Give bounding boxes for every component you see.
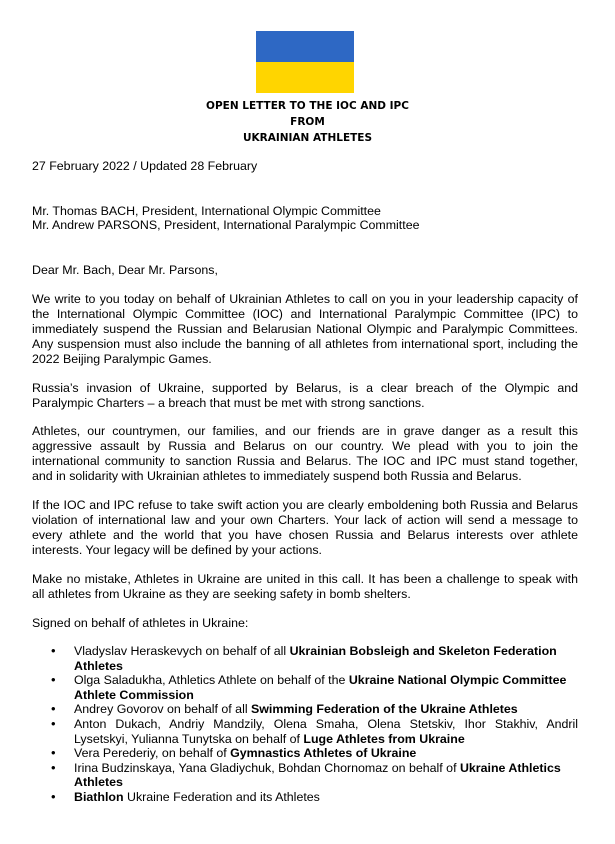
list-item: • Irina Budzinskaya, Yana Gladiychuk, Bohdan Chornomaz on behalf of Ukraine Athletics Athletes: [32, 761, 578, 790]
list-item: • Olga Saladukha, Athletics Athlete on behalf of the Ukraine National Olympic Committee Athlete Commission: [32, 673, 578, 702]
signed-intro: Signed on behalf of athletes in Ukraine:: [32, 616, 249, 630]
paragraph-5: Make no mistake, Athletes in Ukraine are united in this call. It has been a challenge to speak with all athletes from Ukraine as they are seeking safety in bomb shelters.: [32, 572, 578, 601]
paragraph-3: Athletes, our countrymen, our families, and our friends are in grave danger as a result this aggressive assault by Russia and Belarus on our country. We plead with you to join the international community to sanction Russia and Belarus. The IOC and IPC must stand together, and in solidarity with Ukrainian athletes to immediately suspend both Russia and Belarus.: [32, 424, 578, 483]
flag-yellow-stripe: [256, 62, 354, 93]
paragraph-4: If the IOC and IPC refuse to take swift action you are clearly emboldening both Russia and Belarus violation of international law and your own Charters. Your lack of action will send a message to every athlete and the world that you have chosen Russia and Belarus interests over athlete interests. Your legacy will be defined by your actions.: [32, 498, 578, 557]
list-item: • Anton Dukach, Andriy Mandzily, Olena Smaha, Olena Stetskiv, Ihor Stakhiv, Andril Lysetskyi, Yulianna Tunytska on behalf of Luge Athletes from Ukraine: [32, 717, 578, 746]
ukraine-flag: [256, 31, 354, 93]
list-item: • Vladyslav Heraskevych on behalf of all Ukrainian Bobsleigh and Skeleton Federation Athletes: [32, 644, 578, 673]
list-item: • Vera Perederiy, on behalf of Gymnastics Athletes of Ukraine: [32, 746, 578, 761]
list-item: • Andrey Govorov on behalf of all Swimming Federation of the Ukraine Athletes: [32, 702, 578, 717]
flag-blue-stripe: [256, 31, 354, 62]
letter-title-line-1: OPEN LETTER TO THE IOC AND IPC: [206, 100, 409, 112]
signers-list: [32, 644, 578, 805]
salutation: Dear Mr. Bach, Dear Mr. Parsons,: [32, 263, 218, 277]
list-item: • Biathlon Ukraine Federation and its Athletes: [32, 790, 578, 805]
paragraph-1: We write to you today on behalf of Ukrainian Athletes to call on you in your leadership capacity of the International Olympic Committee (IOC) and International Paralympic Committee (IPC) to immediately suspend the Russian and Belarusian National Olympic and Paralympic Committees. Any suspension must also include the banning of all athletes from international sport, including the 2022 Beijing Paralympic Games.: [32, 292, 578, 366]
letter-title-line-2: FROM: [290, 116, 325, 128]
letter-title-line-3: UKRAINIAN ATHLETES: [242, 132, 373, 144]
paragraph-2: Russia’s invasion of Ukraine, supported by Belarus, is a clear breach of the Olympic and Paralympic Charters – a breach that must be met with strong sanctions.: [32, 381, 578, 410]
recipient-bach: Mr. Thomas BACH, President, International Olympic Committee: [32, 204, 381, 218]
letter-date: 27 February 2022 / Updated 28 February: [32, 159, 258, 173]
recipient-parsons: Mr. Andrew PARSONS, President, International Paralympic Committee: [32, 218, 420, 232]
